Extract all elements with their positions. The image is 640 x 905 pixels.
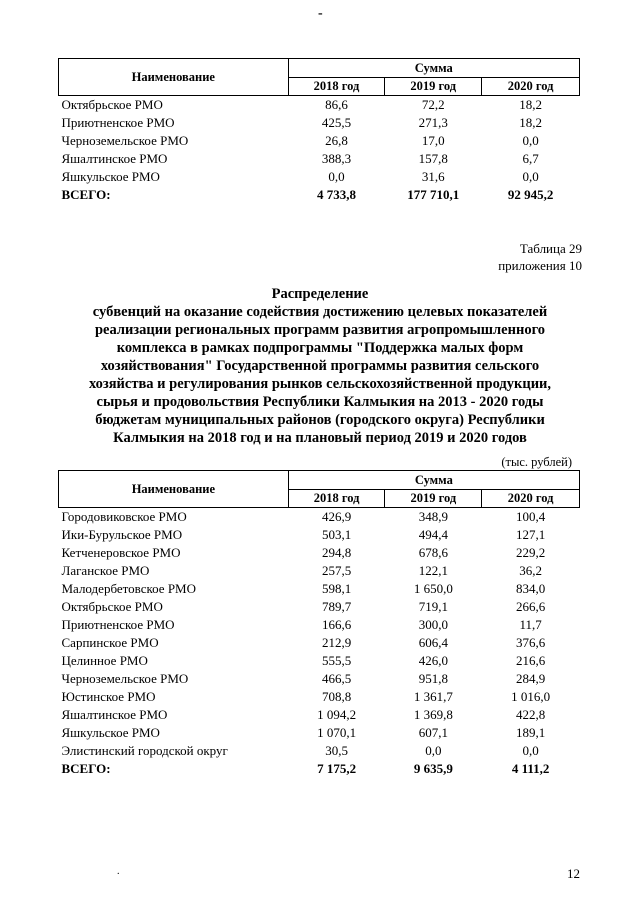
row-name: Яшкульское РМО xyxy=(61,169,160,184)
row-name: Сарпинское РМО xyxy=(61,635,159,650)
row-value: 271,3 xyxy=(418,115,448,130)
page-number: 12 xyxy=(567,866,580,881)
header-year: 2019 год xyxy=(385,77,482,96)
row-value: 376,6 xyxy=(515,635,546,650)
row-value: 31,6 xyxy=(421,169,445,184)
table-row xyxy=(59,96,580,115)
row-value: 72,2 xyxy=(421,97,445,112)
row-value: 0,0 xyxy=(522,133,539,148)
row-value: 606,4 xyxy=(418,635,448,650)
footer-mark: . xyxy=(117,866,120,877)
table-row xyxy=(59,670,580,688)
row-value: 300,0 xyxy=(418,617,448,632)
total-row xyxy=(59,186,580,204)
units-label: (тыс. рублей) xyxy=(501,455,572,469)
row-name: Яшалтинское РМО xyxy=(61,151,168,166)
row-name: Целинное РМО xyxy=(61,653,148,668)
table-row xyxy=(59,150,580,168)
table-row xyxy=(59,652,580,670)
row-value: 678,6 xyxy=(418,545,448,560)
row-value: 951,8 xyxy=(418,671,448,686)
total-value: 92 945,2 xyxy=(507,187,554,202)
header-year: 2020 год xyxy=(482,77,580,96)
table-row xyxy=(59,132,580,150)
row-name: Ики-Бурульское РМО xyxy=(61,527,183,542)
row-value: 229,2 xyxy=(515,545,546,560)
row-value: 494,4 xyxy=(418,527,448,542)
header-sum: Сумма xyxy=(288,59,579,78)
row-value: 466,5 xyxy=(321,671,352,686)
row-name: Черноземельское РМО xyxy=(61,133,189,148)
row-value: 607,1 xyxy=(418,725,448,740)
row-name: Яшалтинское РМО xyxy=(61,707,168,722)
row-name: Октябрьское РМО xyxy=(61,599,163,614)
row-value: 1 016,0 xyxy=(511,689,551,704)
row-name: Приютненское РМО xyxy=(61,115,175,130)
document-title xyxy=(80,285,560,447)
row-value: 122,1 xyxy=(418,563,448,578)
row-value: 598,1 xyxy=(321,581,352,596)
table-top-continuation xyxy=(58,58,580,204)
total-value: 9 635,9 xyxy=(413,761,453,776)
row-value: 86,6 xyxy=(325,97,348,112)
row-name: Лаганское РМО xyxy=(61,563,150,578)
table-row xyxy=(59,544,580,562)
table-row xyxy=(59,634,580,652)
row-value: 189,1 xyxy=(515,725,546,740)
table-caption xyxy=(498,240,582,274)
title-heading: Распределение xyxy=(271,286,369,302)
row-value: 426,9 xyxy=(321,509,352,524)
total-row xyxy=(59,760,580,778)
row-value: 18,2 xyxy=(519,97,542,112)
row-value: 426,0 xyxy=(418,653,448,668)
row-value: 1 369,8 xyxy=(413,707,453,722)
row-value: 166,6 xyxy=(321,617,352,632)
table-row xyxy=(59,508,580,527)
table-row xyxy=(59,616,580,634)
top-mark: - xyxy=(318,6,323,21)
table-row xyxy=(59,742,580,760)
row-value: 555,5 xyxy=(321,653,352,668)
caption-line: Таблица 29 xyxy=(519,241,582,256)
table-row xyxy=(59,706,580,724)
header-name: Наименование xyxy=(59,59,289,96)
row-value: 157,8 xyxy=(418,151,448,166)
row-value: 17,0 xyxy=(421,133,445,148)
header-year: 2018 год xyxy=(288,489,385,508)
row-value: 100,4 xyxy=(515,509,546,524)
row-value: 11,7 xyxy=(519,617,542,632)
row-value: 1 361,7 xyxy=(413,689,453,704)
row-name: Элистинский городской округ xyxy=(61,743,228,758)
header-year: 2019 год xyxy=(385,489,482,508)
table-row xyxy=(59,724,580,742)
row-value: 719,1 xyxy=(418,599,448,614)
row-name: Октябрьское РМО xyxy=(61,97,163,112)
header-year: 2020 год xyxy=(482,489,580,508)
row-value: 18,2 xyxy=(519,115,542,130)
title-body: субвенций на оказание содействия достижению целевых показателей реализации региональных программ развития агропромышленного комплекса в рамках подпрограммы "Поддержка малых форм хозяйствования" Государственной программы развития сельского хозяйства и регулирования рынков сельскохозяйственной продукции, сырья и продовольствия Республики Калмыкия на 2013 - 2020 годы бюджетам муниципальных районов (городского округа) Республики Калмыкия на 2018 год и на плановый период 2019 и 2020 годов xyxy=(88,304,552,446)
total-value: 177 710,1 xyxy=(407,187,460,202)
table-row xyxy=(59,526,580,544)
table-row xyxy=(59,688,580,706)
row-name: Городовиковское РМО xyxy=(61,509,187,524)
total-value: 4 733,8 xyxy=(316,187,356,202)
row-value: 348,9 xyxy=(418,509,448,524)
table-row xyxy=(59,580,580,598)
total-label: ВСЕГО: xyxy=(61,761,111,776)
caption-line: приложения 10 xyxy=(498,258,582,273)
row-value: 789,7 xyxy=(321,599,352,614)
row-value: 0,0 xyxy=(522,743,539,758)
table-row xyxy=(59,114,580,132)
table-row xyxy=(59,598,580,616)
row-name: Юстинское РМО xyxy=(61,689,156,704)
row-value: 388,3 xyxy=(321,151,352,166)
row-name: Малодербетовское РМО xyxy=(61,581,197,596)
row-value: 834,0 xyxy=(515,581,546,596)
table1-body xyxy=(59,96,580,205)
row-value: 6,7 xyxy=(522,151,539,166)
total-label: ВСЕГО: xyxy=(61,187,111,202)
row-value: 1 094,2 xyxy=(317,707,357,722)
row-value: 425,5 xyxy=(321,115,352,130)
total-value: 4 111,2 xyxy=(511,761,550,776)
row-value: 212,9 xyxy=(321,635,352,650)
row-value: 1 650,0 xyxy=(413,581,453,596)
table2-body xyxy=(59,508,580,779)
row-value: 216,6 xyxy=(515,653,546,668)
row-value: 294,8 xyxy=(321,545,352,560)
row-value: 30,5 xyxy=(325,743,348,758)
table-distribution xyxy=(58,470,580,778)
row-value: 422,8 xyxy=(515,707,546,722)
row-value: 257,5 xyxy=(321,563,352,578)
row-value: 708,8 xyxy=(321,689,352,704)
row-value: 0,0 xyxy=(328,169,345,184)
row-value: 503,1 xyxy=(321,527,352,542)
header-year: 2018 год xyxy=(288,77,385,96)
row-value: 127,1 xyxy=(515,527,546,542)
header-sum: Сумма xyxy=(288,471,579,490)
row-name: Черноземельское РМО xyxy=(61,671,189,686)
row-value: 26,8 xyxy=(325,133,348,148)
header-name: Наименование xyxy=(59,471,289,508)
row-value: 36,2 xyxy=(519,563,542,578)
table-row xyxy=(59,168,580,186)
row-value: 1 070,1 xyxy=(317,725,357,740)
row-value: 266,6 xyxy=(515,599,546,614)
row-value: 0,0 xyxy=(522,169,539,184)
row-name: Яшкульское РМО xyxy=(61,725,160,740)
row-name: Приютненское РМО xyxy=(61,617,175,632)
row-name: Кетченеровское РМО xyxy=(61,545,181,560)
table-row xyxy=(59,562,580,580)
total-value: 7 175,2 xyxy=(317,761,357,776)
row-value: 284,9 xyxy=(515,671,546,686)
row-value: 0,0 xyxy=(425,743,442,758)
